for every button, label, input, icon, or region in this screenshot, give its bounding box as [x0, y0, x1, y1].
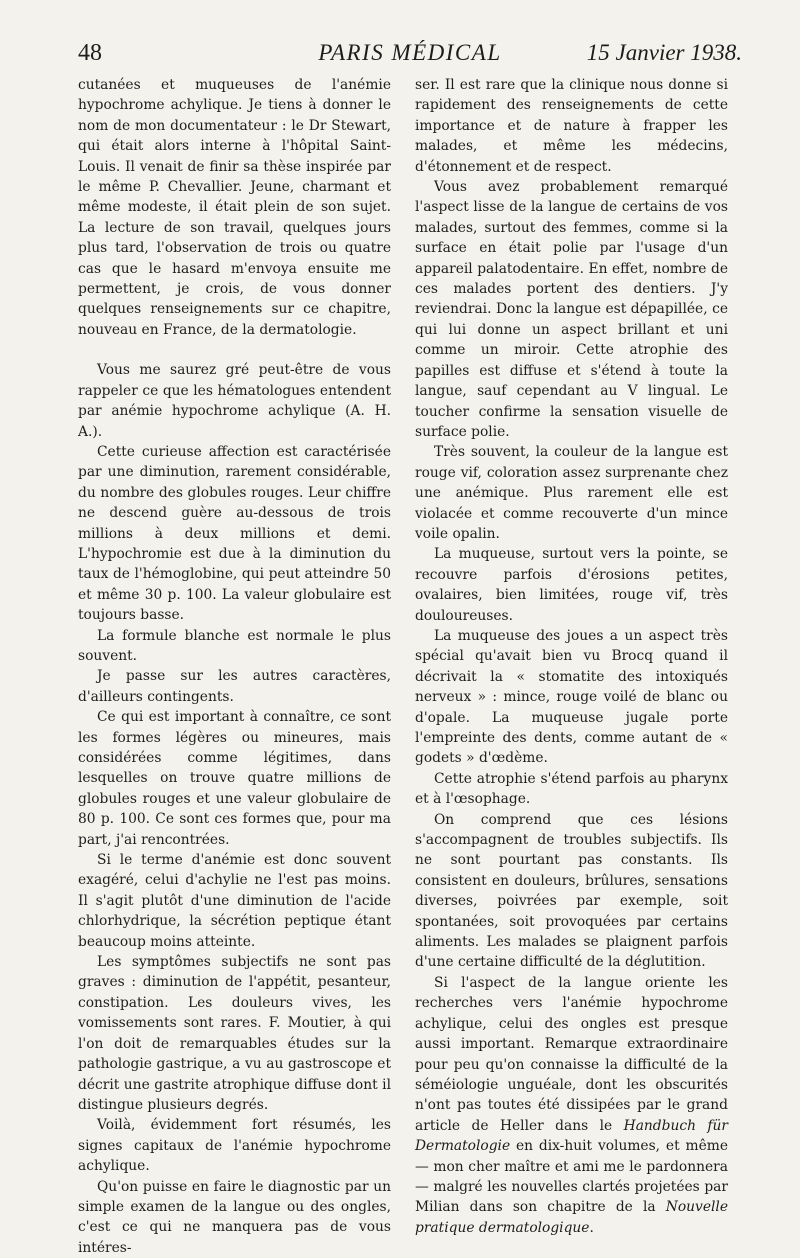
- paragraph: Vous avez probablement remarqué l'aspect lisse de la langue de certains de vos malades, surtout des femmes, comme si la surface en était polie par l'usage d'un appareil palatodentaire. En effet, nombre de ces malades portent des dentiers. J'y reviendrai. Donc la langue est dépapillée, ce qui lui donne un aspect brillant et uni comme un miroir. Cette atrophie des papilles est diffuse et s'étend à toute la langue, sauf cependant au V lingual. Le toucher confirme la sensation visuelle de surface polie.: [415, 179, 728, 440]
- paragraph: ser. Il est rare que la clinique nous donne si rapidement des renseignements de cette importance et de nature à frapper les malades, et même les médecins, d'étonnement et de respect.: [415, 77, 728, 175]
- paragraph: Ce qui est important à connaître, ce sont les formes légères ou mineures, mais considérées comme légitimes, dans lesquelles on trouve quatre millions de globules rouges et une valeur globulaire de 80 p. 100. Ce sont ces formes que, pour ma part, j'ai rencontrées.: [78, 709, 391, 848]
- text-run: en dix-huit volumes, et même — mon cher maître et ami me le pardonnera — malgré les nouvelles clartés projetées par Milian dans son chapitre de la: [415, 1138, 728, 1216]
- paragraph: Très souvent, la couleur de la langue est rouge vif, coloration assez surprenante chez une anémique. Plus rarement elle est violacée et comme recouverte d'un mince voile opalin.: [415, 444, 728, 542]
- paragraph: Qu'on puisse en faire le diagnostic par un simple examen de la langue ou des ongles, c'est ce qui ne manquera pas de vous intéres-: [78, 1178, 391, 1256]
- paragraph: La formule blanche est normale le plus souvent.: [78, 627, 391, 664]
- book-title: Handbuch für Dermatologie: [415, 1117, 728, 1155]
- issue-date: 15 Janvier 1938.: [586, 40, 742, 65]
- paragraph: La muqueuse des joues a un aspect très spécial qu'avait bien vu Brocq quand il décrivait la « stomatite des intoxiqués nerveux » : mince, rouge voilé de blanc ou d'opale. La muqueuse jugale porte l'empreinte des dents, comme autant de « godets » d'œdème.: [415, 627, 728, 767]
- paragraph: Voilà, évidemment fort résumés, les signes capitaux de l'anémie hypochrome achylique.: [78, 1117, 391, 1175]
- right-column: [415, 75, 728, 1238]
- paragraph: Cette curieuse affection est caractérisée par une diminution, rarement considérable, du nombre des globules rouges. Leur chiffre ne descend guère au-dessous de trois millions à deux millions et demi. L'hypochromie est due à la diminution du taux de l'hémoglobine, qui peut atteindre 50 et même 30 p. 100. La valeur globulaire est toujours basse.: [78, 443, 391, 624]
- journal-title: PARIS MÉDICAL: [318, 40, 502, 65]
- paragraph: Vous me saurez gré peut-être de vous rappeler ce que les hématologues entendent par anémie hypochrome achylique (A. H. A.).: [78, 362, 391, 440]
- paragraph: On comprend que ces lésions s'accompagnent de troubles subjectifs. Ils ne sont pourtant pas constants. Ils consistent en douleurs, brûlures, sensations diverses, poivrées par exemple, soit spontanées, soit provoquées par certains aliments. Les malades se plaignent parfois d'une certaine difficulté de la déglutition.: [415, 811, 728, 971]
- paragraph: cutanées et muqueuses de l'anémie hypochrome achylique. Je tiens à donner le nom de mon documentateur : le Dr Stewart, qui était alors interne à l'hôpital Saint-Louis. Il venait de finir sa thèse inspirée par le même P. Chevallier. Jeune, charmant et même modeste, il était plein de son sujet. La lecture de son travail, quelques jours plus tard, l'observation de trois ou quatre cas que le hasard m'envoya ensuite me permettent, je crois, de vous donner quelques renseignements sur ce chapitre, nouveau en France, de la dermatologie.: [78, 77, 391, 338]
- left-column: [78, 75, 391, 1258]
- paragraph: Je passe sur les autres caractères, d'ailleurs contingents.: [78, 668, 391, 705]
- paragraph: La muqueuse, surtout vers la pointe, se recouvre parfois d'érosions petites, ovalaires, bien limitées, rouge vif, très douloureuses.: [415, 546, 728, 624]
- book-title: Nouvelle pratique dermatologique: [415, 1199, 728, 1236]
- text-run: Si l'aspect de la langue oriente les recherches vers l'anémie hypochrome achylique, celui des ongles est presque aussi important. Remarque extraordinaire pour peu qu'on connaisse la difficulté de la séméiologie unguéale, dont les obscurités n'ont pas toutes été dissipées par le grand article de Heller dans le: [415, 974, 728, 1134]
- page-header: [78, 40, 742, 74]
- paragraph: [415, 973, 728, 1238]
- paragraph: Cette atrophie s'étend parfois au pharynx et à l'œsophage.: [415, 770, 728, 808]
- page-number: 48: [78, 40, 102, 66]
- paragraph: Les symptômes subjectifs ne sont pas graves : diminution de l'appétit, pesanteur, constipation. Les douleurs vives, les vomissements sont rares. F. Moutier, à qui l'on doit de remarquables études sur la pathologie gastrique, a vu au gastroscope et décrit une gastrite atrophique diffuse dont il distingue plusieurs degrés.: [78, 954, 391, 1113]
- text-run: .: [589, 1219, 594, 1236]
- paragraph: Si le terme d'anémie est donc souvent exagéré, celui d'achylie ne l'est pas moins. Il s'agit plutôt d'une diminution de l'acide chlorhydrique, la sécrétion peptique étant beaucoup moins atteinte.: [78, 852, 391, 950]
